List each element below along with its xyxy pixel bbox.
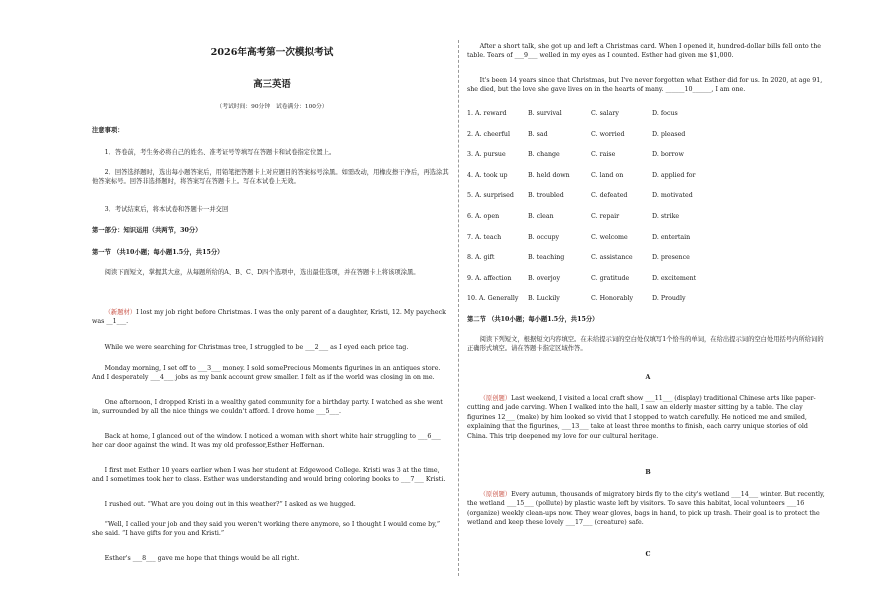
option-choice: 7. A. teach xyxy=(467,233,502,241)
option-row xyxy=(467,233,829,243)
passage-paragraph: （新题材）I lost my job right before Christmas. I was the only parent of a daughter, Kristi, 12. My paycheck was __1___. xyxy=(92,309,446,326)
option-row xyxy=(467,253,829,263)
option-choice: C. salary xyxy=(591,110,619,117)
exam-subject: 高三英语 xyxy=(253,79,291,90)
option-choice: D. pleased xyxy=(652,130,686,138)
option-choice: B. Luckily xyxy=(528,295,560,303)
option-choice: C. Honorably xyxy=(591,295,634,303)
option-row xyxy=(467,150,829,160)
option-choice: B. occupy xyxy=(528,233,560,241)
exam-title: 2026年高考第一次模拟考试 xyxy=(210,47,334,58)
passage-paragraph: While we were searching for Christmas tree, I struggled to be ___2___ as I eyed each price tag. xyxy=(104,344,409,351)
notice-item-3: 3．考试结束后，将本试卷和答题卡一并交回 xyxy=(104,206,229,213)
option-choice: C. welcome xyxy=(591,233,628,241)
passage-paragraph: I first met Esther 10 years earlier when I was her student at Edgewood College. Kristi was 3 at the time, and I sometimes took her to class. Esther was understanding and would bring coloring books to ___7___ Kristi. xyxy=(92,467,446,484)
original-tag: （原创题） xyxy=(479,395,512,402)
option-choice: 8. A. gift xyxy=(467,254,495,262)
passage-paragraph: Back at home, I glanced out of the window. I noticed a woman with short white hair struggling to ___6___ her car door against the wind. It was my old professor,Esther Heffernan. xyxy=(92,433,441,450)
option-choice: B. overjoy xyxy=(528,274,561,282)
section2-heading: 第二节 （共10小题；每小题1.5分，共15分） xyxy=(467,316,599,323)
option-choice: C. defeated xyxy=(591,192,628,200)
option-choice: 2. A. cheerful xyxy=(467,130,511,138)
passage-paragraph: One afternoon, I dropped Kristi in a wealthy gated community for a birthday party. I watched as she went in, surrounded by all the nice things we couldn't afford. I drove home ___5___. xyxy=(92,399,443,416)
option-row xyxy=(467,109,829,119)
notice-item-2: 2．回答选择题时，选出每小题答案后，用铅笔把答题卡上对应题目的答案标号涂黑。如需改动，用橡皮擦干净后，再选涂其他答案标号。回答非选择题时，将答案写在答题卡上。写在本试卷上无效。 xyxy=(92,169,449,186)
option-choice: B. survival xyxy=(528,110,562,117)
option-choice: C. worried xyxy=(591,130,625,138)
option-choice: C. land on xyxy=(591,171,624,179)
option-row xyxy=(467,274,829,284)
option-choice: D. entertain xyxy=(652,233,691,241)
option-choice: B. troubled xyxy=(528,192,564,200)
option-choice: 9. A. affection xyxy=(467,274,512,282)
column-divider xyxy=(458,40,459,576)
passage-a-label: A xyxy=(645,374,651,381)
passage-c-label: C xyxy=(645,551,651,558)
passage-paragraph: It's been 14 years since that Christmas, but I've never forgotten what Esther did for us. In 2020, at age 91, she died, but the love she gave lives on in the hearts of many. ______10______, I am one. xyxy=(467,77,823,94)
option-choice: D. strike xyxy=(652,213,680,220)
option-choice: C. raise xyxy=(591,151,616,159)
option-row xyxy=(467,294,829,304)
option-row xyxy=(467,191,829,201)
option-choice: 6. A. open xyxy=(467,213,500,220)
new-material-tag: （新题材） xyxy=(104,309,137,316)
option-row xyxy=(467,130,829,140)
passage-paragraph: After a short talk, she got up and left a Christmas card. When I opened it, hundred-dollar bills fell onto the table. Tears of ___9___ welled in my eyes as I counted. Esther had given me $1,000. xyxy=(467,43,822,60)
passage-paragraph: I rushed out. “What are you doing out in this weather?” I asked as we hugged. xyxy=(104,501,356,508)
option-choice: D. motivated xyxy=(652,192,693,200)
passage-b-label: B xyxy=(645,469,651,476)
option-choice: B. sad xyxy=(528,130,548,138)
section2-instruction: 阅读下列短文，根据短文内容填空。在未给提示词的空白处仅填写1个恰当的单词，在给出提示词的空白处用括号内所给词的正确形式填空。请在答题卡指定区域作答。 xyxy=(467,336,824,353)
option-choice: C. gratitude xyxy=(591,274,630,282)
option-choice: D. presence xyxy=(652,254,690,262)
option-choice: 3. A. pursue xyxy=(467,151,506,159)
option-choice: B. change xyxy=(528,151,560,159)
passage-paragraph: Monday morning, I set off to ___3___ money. I sold somePrecious Moments figurines in an antiques store. And I desperately ___4___ jobs as my bank account grew smaller. I felt as if the world was closing in on me. xyxy=(92,365,441,382)
passage-a: （原创题）Last weekend, I visited a local craft show ___11___ (display) traditional Chinese arts like paper-cutting and jade carving. When I walked into the hall, I saw an elderly master sitting by a table. The clay figurines 12___ (make) by him looked so vivid that I stopped to watch carefully. He noticed me and smiled, explaining that the figurines, ___13___ take at least three months to finish, each carry unique stories of old China. This trip deepened my love for our cultural heritage. xyxy=(467,395,816,440)
section1-instruction: 阅读下面短文，掌握其大意，从每题所给的A、B、C、D四个选项中，选出最佳选项，并在答题卡上将该项涂黑。 xyxy=(104,269,420,276)
option-choice: C. assistance xyxy=(591,254,633,262)
notice-heading: 注意事项： xyxy=(92,127,124,134)
option-choice: D. excitement xyxy=(652,274,697,282)
option-choice: C. repair xyxy=(591,213,620,220)
option-choice: B. teaching xyxy=(528,254,565,262)
option-choice: 1. A. reward xyxy=(467,110,507,117)
part1-heading: 第一部分：知识运用（共两节，30分） xyxy=(92,227,202,234)
section1-heading: 第一节 （共10小题；每小题1.5分，共15分） xyxy=(92,249,224,256)
option-row xyxy=(467,171,829,181)
option-choice: D. focus xyxy=(652,110,678,117)
notice-item-1: 1．答卷前，考生务必将自己的姓名、准考证号等填写在答题卡和试卷指定位置上。 xyxy=(104,149,336,156)
option-choice: B. clean xyxy=(528,213,554,220)
exam-meta: （考试时间：90分钟 试卷满分：100分） xyxy=(216,104,328,110)
option-choice: B. held down xyxy=(528,171,570,179)
option-choice: 10. A. Generally xyxy=(467,295,519,303)
option-row xyxy=(467,212,829,222)
option-choice: 4. A. took up xyxy=(467,171,508,179)
passage-b: （原创题）Every autumn, thousands of migratory birds fly to the city's wetland ___14___ winter. But recently, the wetland ___15___ (pollute) by plastic waste left by visitors. To save this habitat, local volunteers ___16 (organize) weekly clean-ups now. They wear gloves, bags in hand, to pick up trash. Their goal is to protect the wetland and keep these lovely ___17___ (creature) safe. xyxy=(467,491,825,527)
option-choice: D. borrow xyxy=(652,151,684,159)
original-tag: （原创题） xyxy=(479,491,512,498)
option-choice: D. Proudly xyxy=(652,295,686,303)
passage-paragraph: Esther's ___8___ gave me hope that things would be all right. xyxy=(104,555,300,562)
option-choice: D. applied for xyxy=(652,171,696,179)
option-choice: 5. A. surprised xyxy=(467,192,514,200)
passage-paragraph: “Well, I called your job and they said you weren't working there anymore, so I thought I would come by,” she said. “I have gifts for you and Kristi.” xyxy=(92,521,441,538)
